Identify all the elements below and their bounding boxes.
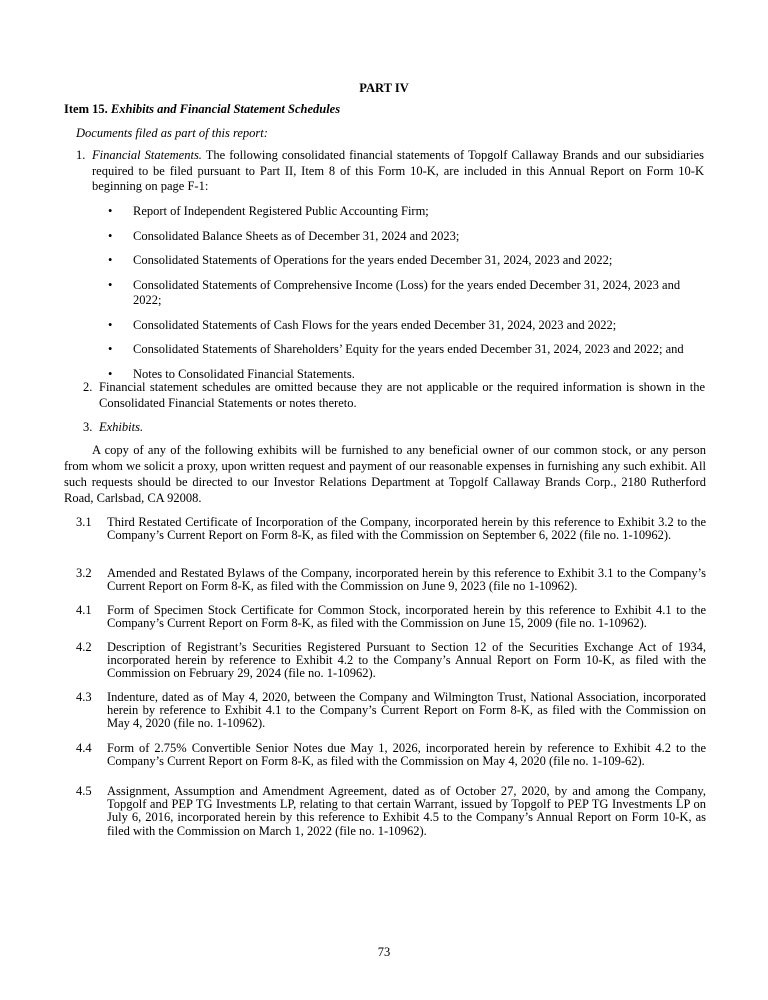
page-number: 73	[377, 945, 391, 959]
list-item	[108, 318, 706, 334]
list-item-text: Consolidated Statements of Shareholders’ Equity for the years ended December 31, 2024, 2023 and 2022; and	[133, 342, 684, 356]
exhibit-row	[76, 785, 706, 838]
bullet-icon: •	[108, 366, 113, 381]
statements-list	[108, 204, 706, 382]
section-label: Exhibits.	[99, 420, 144, 434]
exhibit-row	[76, 641, 706, 681]
bullet-icon: •	[108, 317, 113, 332]
list-item-text: Consolidated Statements of Operations for the years ended December 31, 2024, 2023 and 2022;	[133, 253, 613, 267]
exhibit-description: Form of Specimen Stock Certificate for Common Stock, incorporated herein by this reference to Exhibit 4.1 to the Company’s Current Report on Form 8-K, as filed with the Commission on June 15, 2009 (file no. 1-10962).	[107, 603, 706, 631]
list-item-text: Consolidated Balance Sheets as of December 31, 2024 and 2023;	[133, 228, 460, 243]
exhibit-description: Assignment, Assumption and Amendment Agreement, dated as of October 27, 2020, by and among the Company, Topgolf and PEP TG Investments LP, relating to that certain Warrant, issued by Topgolf to PEP TG Investments LP on July 6, 2016, incorporated herein by this reference to Exhibit 4.5 to the Company’s Annual Report on Form 10-K, as filed with the Commission on March 1, 2022 (file no. 1-10962).	[107, 784, 706, 838]
list-item-text: Consolidated Statements of Comprehensive Income (Loss) for the years ended December 31, 2024, 2023 and 2022;	[133, 277, 681, 307]
exhibit-number: 4.4	[76, 741, 92, 755]
exhibit-row	[76, 691, 706, 731]
exhibit-number: 3.2	[76, 566, 92, 580]
exhibit-description: Amended and Restated Bylaws of the Company, incorporated herein by this reference to Exhibit 3.1 to the Company’s Current Report on Form 8-K, as filed with the Commission on June 9, 2023 (file no 1-10962).	[107, 566, 706, 594]
exhibit-row	[76, 604, 706, 630]
exhibit-number: 4.2	[76, 640, 92, 654]
list-item-text: Report of Independent Registered Public Accounting Firm;	[133, 204, 429, 218]
exhibit-description: Description of Registrant’s Securities Registered Pursuant to Section 12 of the Securities Exchange Act of 1934, incorporated herein by reference to Exhibit 4.2 to the Company’s Annual Report on Form 10-K, as filed with the Commission on February 29, 2024 (file no. 1-10962).	[107, 640, 706, 681]
exhibit-description: Indenture, dated as of May 4, 2020, between the Company and Wilmington Trust, National Association, incorporated herein by reference to Exhibit 4.1 to the Company’s Current Report on Form 8-K, as filed with the Commission on May 4, 2020 (file no. 1-10962).	[107, 690, 706, 731]
bullet-icon: •	[108, 228, 113, 243]
section-body: The following consolidated financial statements of Topgolf Callaway Brands and our subsidiaries required to be filed pursuant to Part II, Item 8 of this Form 10-K, are included in this Annual Report on Form 10-K beginning on page F-1:	[92, 148, 704, 193]
list-item-text: Notes to Consolidated Financial Statements.	[133, 366, 355, 381]
part-heading: PART IV	[359, 81, 409, 95]
section-number: 2.	[83, 380, 93, 394]
list-item	[108, 253, 706, 269]
exhibit-number: 4.3	[76, 690, 92, 704]
section-schedules	[83, 380, 705, 411]
bullet-icon: •	[108, 204, 113, 218]
list-item	[108, 229, 706, 245]
exhibit-description: Third Restated Certificate of Incorporation of the Company, incorporated herein by this reference to Exhibit 3.2 to the Company’s Current Report on Form 8-K, as filed with the Commission on September 6, 2022 (file no. 1-10962).	[107, 515, 706, 543]
exhibit-description: Form of 2.75% Convertible Senior Notes due May 1, 2026, incorporated herein by reference to Exhibit 4.2 to the Company’s Current Report on Form 8-K, as filed with the Commission on May 4, 2020 (file no. 1-109-62).	[107, 741, 706, 769]
list-item-text: Consolidated Statements of Cash Flows for the years ended December 31, 2024, 2023 and 2022;	[133, 317, 617, 332]
list-item	[108, 342, 706, 358]
section-text	[76, 148, 704, 195]
section-label: Financial Statements.	[92, 148, 202, 162]
list-item	[108, 278, 706, 309]
section-financial-statements	[76, 148, 704, 195]
exhibit-row	[76, 516, 706, 542]
exhibit-number: 4.1	[76, 603, 92, 617]
item-title: Exhibits and Financial Statement Schedules	[110, 102, 341, 116]
section-number: 1.	[76, 148, 86, 162]
section-number: 3.	[83, 420, 93, 434]
exhibit-row	[76, 567, 706, 593]
section-text	[83, 420, 711, 436]
section-body: Financial statement schedules are omitted because they are not applicable or the required information is shown in the Consolidated Financial Statements or notes thereto.	[99, 380, 705, 410]
exhibit-row	[76, 742, 706, 768]
documents-filed-label: Documents filed as part of this report:	[76, 126, 268, 140]
bullet-icon: •	[108, 342, 113, 356]
bullet-icon: •	[108, 277, 113, 292]
section-exhibits	[83, 420, 711, 436]
exhibit-number: 3.1	[76, 515, 92, 529]
exhibits-intro-paragraph: A copy of any of the following exhibits will be furnished to any beneficial owner of our common stock, or any person from whom we solicit a proxy, upon written request and payment of our reasonable expenses in furnishing any such exhibit. All such requests should be directed to our Investor Relations Department at Topgolf Callaway Brands Corp., 2180 Rutherford Road, Carlsbad, CA 92008.	[64, 443, 706, 505]
item-label: Item 15.	[64, 102, 108, 116]
bullet-icon: •	[108, 253, 113, 267]
item-heading	[64, 102, 340, 117]
exhibit-number: 4.5	[76, 784, 92, 798]
list-item	[108, 204, 706, 220]
